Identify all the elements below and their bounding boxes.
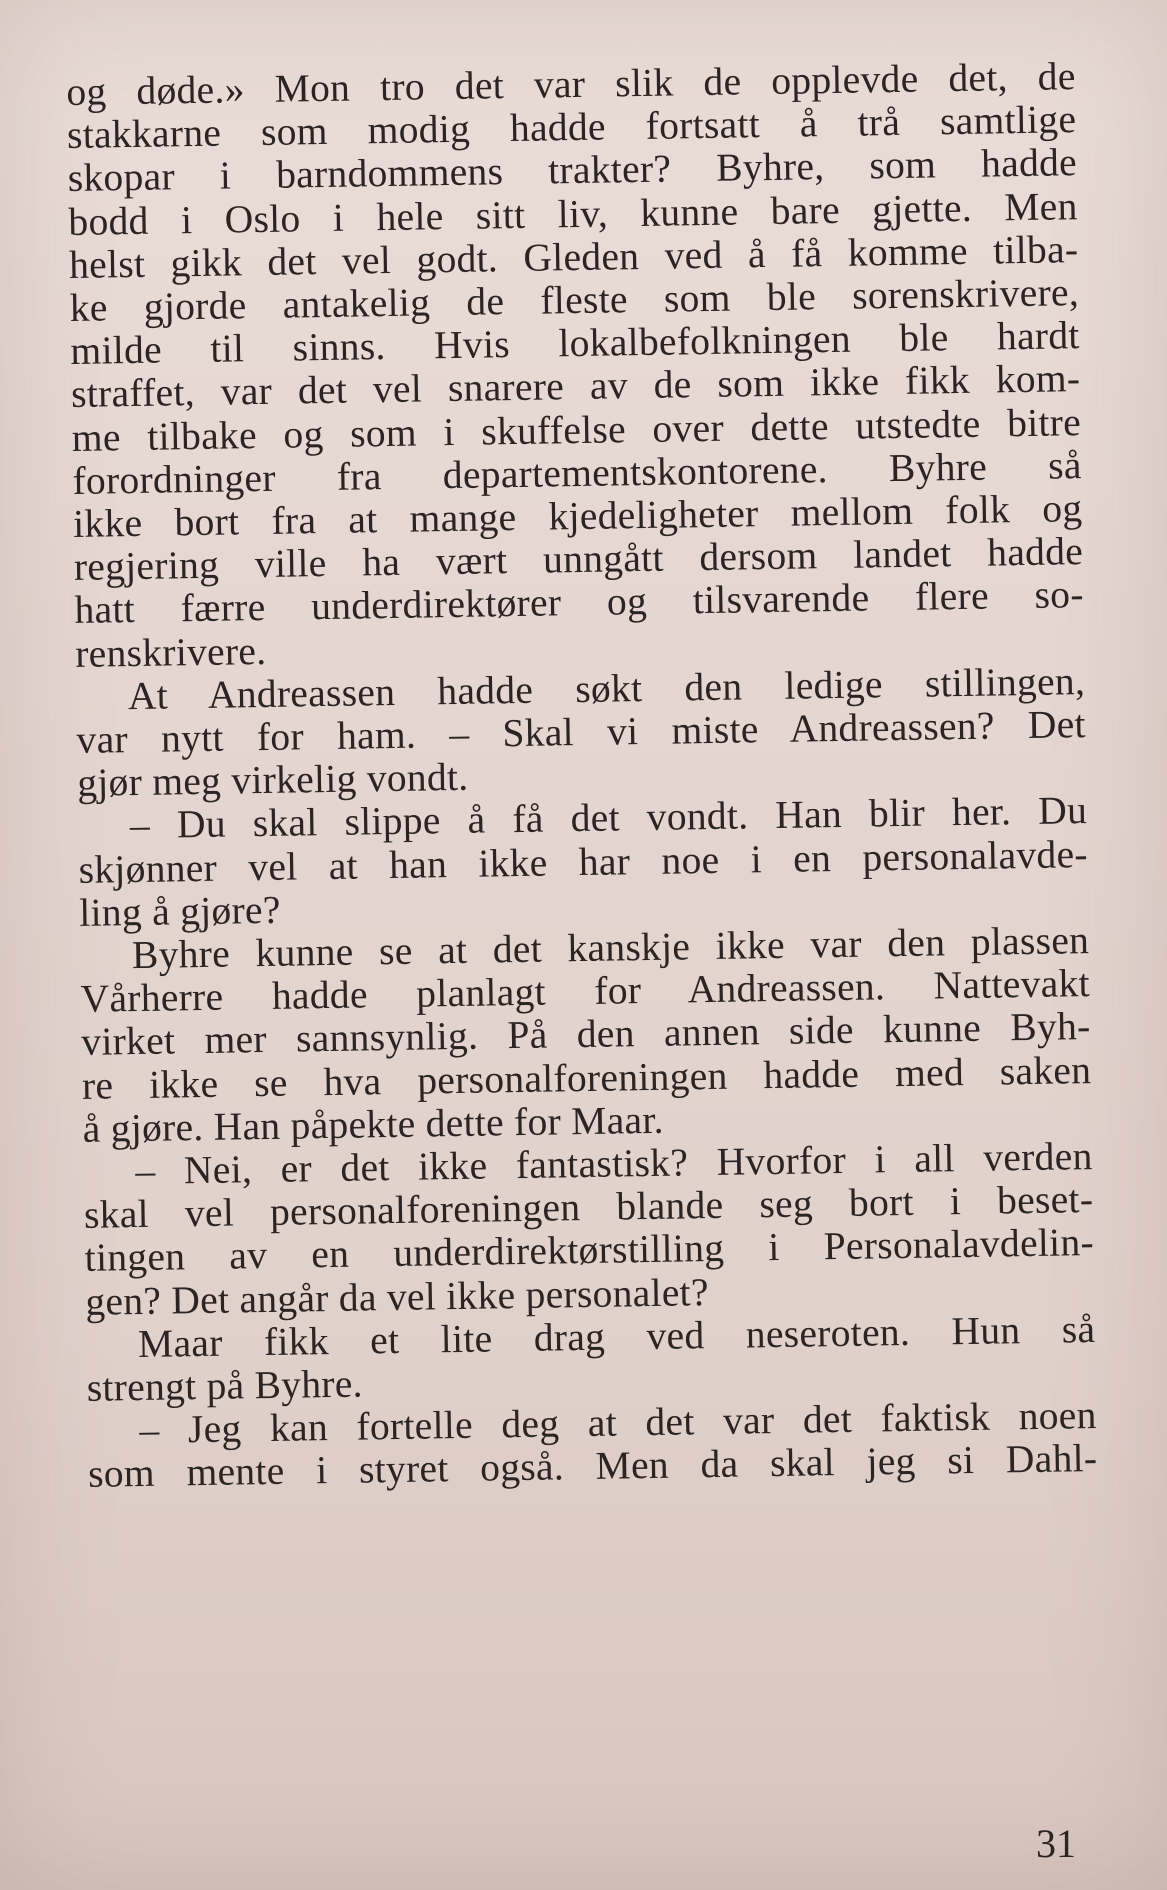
- text-line: ling å gjøre?: [78, 887, 281, 935]
- text-line: stakkarne som modig hadde fortsatt å trå samtlige: [66, 97, 1077, 158]
- text-line: – Du skal slippe å få det vondt. Han blir her. Du: [129, 788, 1088, 848]
- text-line: å gjøre. Han påpekte dette for Maar.: [82, 1097, 665, 1151]
- text-line: bodd i Oslo i hele sitt liv, kunne bare gjette. Men: [68, 183, 1078, 244]
- text-line: re ikke se hva personalforeningen hadde med saken: [81, 1047, 1092, 1108]
- text-line: milde til sinns. Hvis lokalbefolkningen ble hardt: [70, 313, 1080, 374]
- text-line: gjør meg virkelig vondt.: [76, 754, 469, 806]
- text-line: tingen av en underdirektørstilling i Personalavdelin-: [84, 1220, 1095, 1281]
- text-line: virket mer sannsynlig. På den annen side kunne Byh-: [80, 1004, 1091, 1065]
- text-line: me tilbake og som i skuffelse over dette utstedte bitre: [71, 399, 1082, 460]
- text-line: ke gjorde antakelig de fleste som ble sorenskrivere,: [69, 270, 1080, 330]
- text-line: forordninger fra departementskontorene. Byhre så: [72, 442, 1083, 503]
- body-text: [66, 50, 1098, 1497]
- text-line: Vårherre hadde planlagt for Andreassen. Nattevakt: [80, 961, 1091, 1022]
- text-line: og døde.» Mon tro det var slik de opplevde det, de: [66, 54, 1076, 114]
- text-line: Byhre kunne se at det kanskje ikke var den plassen: [131, 918, 1090, 978]
- text-line: Maar fikk et lite drag ved neseroten. Hun så: [137, 1306, 1096, 1366]
- text-line: som mente i styret også. Men da skal jeg si Dahl-: [87, 1436, 1098, 1497]
- text-line: gen? Det angår da vel ikke personalet?: [85, 1269, 710, 1324]
- text-line: skjønner vel at han ikke har noe i en personalavde-: [78, 831, 1089, 892]
- text-line: ikke bort fra at mange kjedeligheter mellom folk og: [72, 486, 1083, 546]
- text-line: skopar i barndommens trakter? Byhre, som hadde: [67, 140, 1078, 201]
- page-number: 31: [1036, 1821, 1076, 1866]
- text-line: straffet, var det vel snarere av de som ikke fikk kom-: [70, 356, 1081, 417]
- text-line: – Nei, er det ikke fantastisk? Hvorfor i all verden: [135, 1134, 1093, 1194]
- text-line: var nytt for ham. – Skal vi miste Andreassen? Det: [76, 702, 1087, 762]
- text-line: renskrivere.: [74, 628, 267, 676]
- text-line: – Jeg kan fortelle deg at det var det faktisk noen: [139, 1393, 1097, 1453]
- text-line: skal vel personalforeningen blande seg bort i beset-: [83, 1177, 1094, 1238]
- text-line: hatt færre underdirektører og tilsvarende flere so-: [74, 572, 1085, 633]
- text-line: strengt på Byhre.: [86, 1361, 364, 1410]
- text-line: helst gikk det vel godt. Gleden ved å få komme tilba-: [68, 226, 1079, 287]
- text-line: regjering ville ha vært unngått dersom landet hadde: [73, 529, 1084, 590]
- text-line: At Andreassen hadde søkt den ledige stillingen,: [127, 658, 1086, 718]
